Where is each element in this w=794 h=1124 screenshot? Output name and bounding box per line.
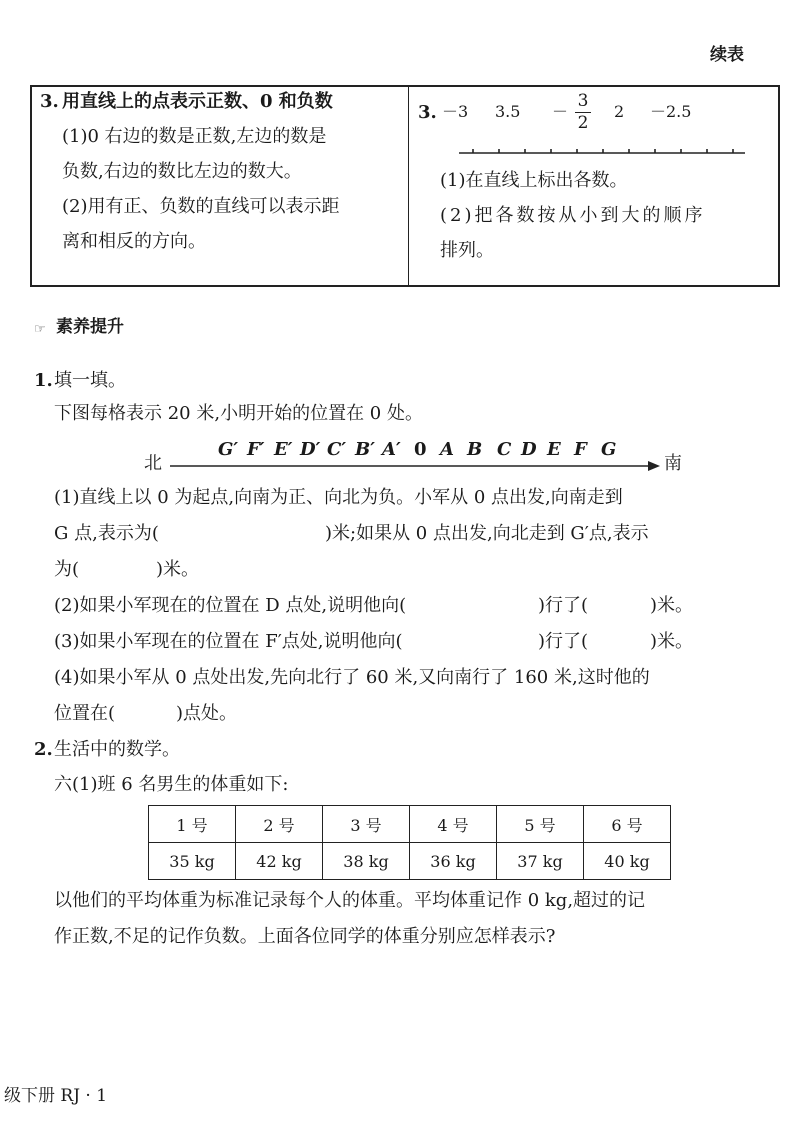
left-line-4: 离和相反的方向。 (62, 231, 206, 252)
header-cell: 1 号 (149, 806, 236, 843)
q1-p2b: )行了( (538, 595, 589, 616)
pointing-hand-icon: ☞ (34, 322, 46, 337)
header-cell: 2 号 (236, 806, 323, 843)
left-item-number: 3. (40, 91, 59, 112)
point-label: C′ (327, 439, 347, 460)
q1-p1-line2a: G 点,表示为( (54, 523, 159, 544)
section-title: 素养提升 (56, 317, 124, 337)
q2-intro: 六(1)班 6 名男生的体重如下: (54, 774, 289, 795)
south-label: 南 (664, 453, 682, 474)
header-cell: 4 号 (410, 806, 497, 843)
q1-intro: 下图每格表示 20 米,小明开始的位置在 0 处。 (54, 403, 423, 424)
fraction-denominator: 2 (577, 113, 589, 133)
point-label: G (601, 439, 617, 460)
q1-p1-line3b: )米。 (156, 559, 200, 580)
weight-cell: 40 kg (584, 843, 671, 880)
point-label: D′ (300, 439, 321, 460)
table-divider (408, 85, 409, 287)
left-line-2: 负数,右边的数比左边的数大。 (62, 161, 302, 182)
q1-p3b: )行了( (538, 631, 589, 652)
value-neg2-5: －2.5 (650, 102, 692, 121)
weight-cell: 37 kg (497, 843, 584, 880)
weights-table (148, 805, 671, 880)
value-neg-sign: － (552, 102, 569, 121)
point-label: B (467, 439, 483, 460)
point-label: D (521, 439, 537, 460)
q1-p2a: (2)如果小军现在的位置在 D 点处,说明他向( (54, 595, 407, 616)
point-label: B′ (355, 439, 375, 460)
point-label: A′ (382, 439, 401, 460)
right-item-number: 3. (418, 102, 437, 123)
point-label: F′ (247, 439, 265, 460)
point-label: A (440, 439, 454, 460)
point-label: 0 (414, 439, 427, 460)
right-line-1: (1)在直线上标出各数。 (440, 170, 628, 191)
point-label: C (497, 439, 512, 460)
weight-cell: 35 kg (149, 843, 236, 880)
value-2: 2 (614, 102, 625, 121)
q1-number: 1. (34, 370, 53, 391)
q1-title: 填一填。 (54, 370, 126, 391)
q1-p1-line2b: )米;如果从 0 点出发,向北走到 G′点,表示 (325, 523, 649, 544)
blank-number-line (455, 140, 750, 160)
value-3-5: 3.5 (495, 102, 521, 121)
q2-text-line1: 以他们的平均体重为标准记录每个人的体重。平均体重记作 0 kg,超过的记 (54, 890, 646, 911)
header-cell: 6 号 (584, 806, 671, 843)
left-line-3: (2)用有正、负数的直线可以表示距 (62, 196, 340, 217)
header-cell: 3 号 (323, 806, 410, 843)
right-line-3: 排列。 (440, 240, 494, 261)
weight-cell: 38 kg (323, 843, 410, 880)
q2-number: 2. (34, 739, 53, 760)
footer-page-label: 级下册 RJ · 1 (4, 1086, 108, 1106)
north-label: 北 (144, 453, 162, 474)
point-label: G′ (218, 439, 239, 460)
left-item-title: 用直线上的点表示正数、0 和负数 (62, 91, 333, 112)
weight-cell: 42 kg (236, 843, 323, 880)
q1-p4-line2a: 位置在( (54, 703, 116, 724)
header-cell: 5 号 (497, 806, 584, 843)
table-row (149, 806, 671, 843)
q1-p1-line3a: 为( (54, 559, 80, 580)
q2-text-line2: 作正数,不足的记作负数。上面各位同学的体重分别应怎样表示? (54, 926, 556, 947)
q1-p4-line2b: )点处。 (176, 703, 238, 724)
weight-cell: 36 kg (410, 843, 497, 880)
fraction-numerator: 3 (577, 91, 589, 111)
q1-p3a: (3)如果小军现在的位置在 F′点处,说明他向( (54, 631, 403, 652)
q1-p3c: )米。 (650, 631, 694, 652)
q1-p1-line1: (1)直线上以 0 为起点,向南为正、向北为负。小军从 0 点出发,向南走到 (54, 487, 623, 508)
q1-p2c: )米。 (650, 595, 694, 616)
left-line-1: (1)0 右边的数是正数,左边的数是 (62, 126, 327, 147)
point-label: F (574, 439, 587, 460)
q2-title: 生活中的数学。 (54, 739, 180, 760)
fraction-3-2 (575, 93, 591, 132)
continued-label: 续表 (710, 45, 744, 65)
value-neg3: －3 (442, 102, 469, 121)
right-line-2: (2)把各数按从小到大的顺序 (440, 205, 706, 226)
table-row (149, 843, 671, 880)
q1-p4-line1: (4)如果小军从 0 点处出发,先向北行了 60 米,又向南行了 160 米,这时他的 (54, 667, 650, 688)
point-label: E (547, 439, 561, 460)
point-label: E′ (274, 439, 293, 460)
